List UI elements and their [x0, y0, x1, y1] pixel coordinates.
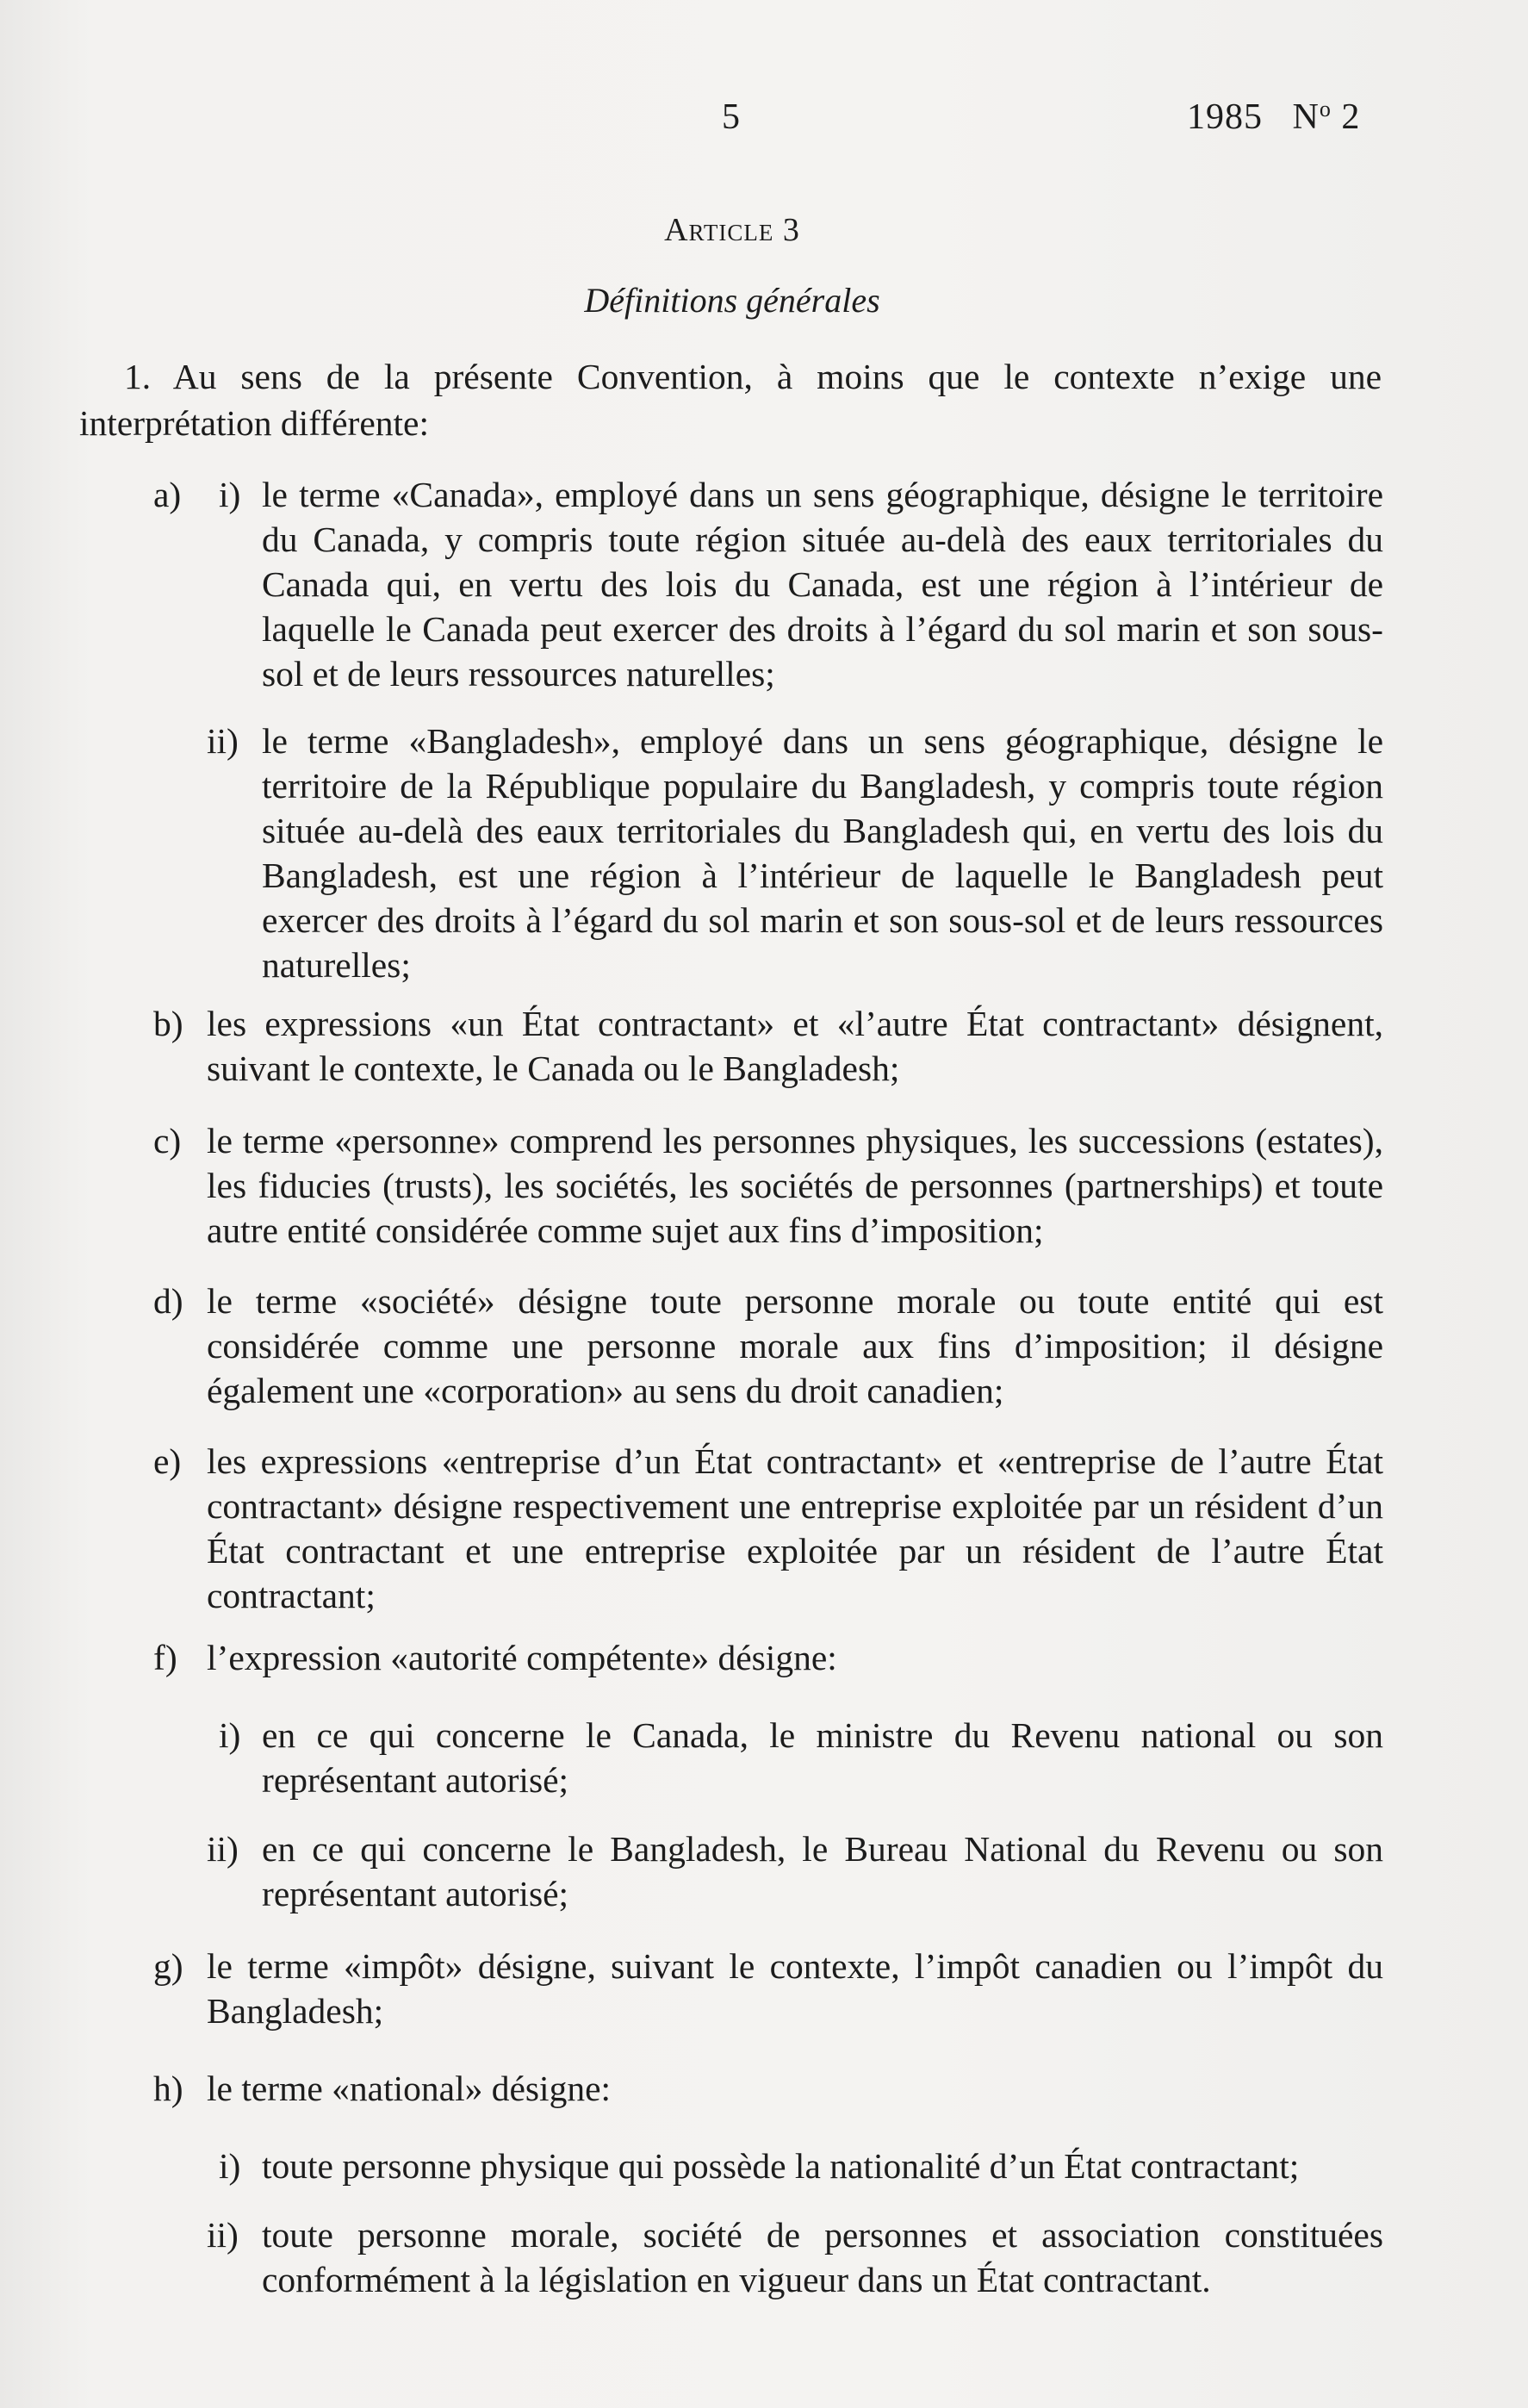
- article-title: Article 3: [664, 212, 800, 248]
- item-d-letter: d): [153, 1281, 183, 1321]
- issue-number: 2: [1341, 97, 1361, 137]
- item-c-text: le terme «personne» comprend les personnes physiques, les successions (estates), les fiducies (trusts), les sociétés, les sociétés de personnes (partnerships) et toute autre entité considérée comme sujet aux fins d’imposition;: [207, 1121, 1383, 1250]
- item-f-text: l’expression «autorité compétente» désigne:: [207, 1638, 837, 1677]
- item-a-ii-num: ii): [207, 721, 239, 761]
- issue-reference: [1187, 96, 1360, 138]
- item-f-i-num: i): [219, 1715, 241, 1755]
- issue-year: 1985: [1187, 97, 1263, 137]
- issue-sup: o: [1319, 96, 1332, 121]
- item-c-letter: c): [153, 1121, 182, 1160]
- item-e-text: les expressions «entreprise d’un État contractant» et «entreprise de l’autre État contractant» désigne respectivement une entreprise exploitée par un résident d’un État contractant et une entreprise exploitée par un résident de l’autre État contractant;: [207, 1441, 1383, 1615]
- paragraph-1: 1. Au sens de la présente Convention, à moins que le contexte n’exige une interprétation différente:: [79, 357, 1382, 443]
- item-h-i-num: i): [219, 2146, 241, 2186]
- page-number: 5: [722, 97, 740, 137]
- item-h-ii-text: toute personne morale, société de personnes et association constituées conformément à la législation en vigueur dans un État contractant.: [262, 2215, 1383, 2299]
- item-g-letter: g): [153, 1946, 183, 1986]
- item-a-i-text: le terme «Canada», employé dans un sens géographique, désigne le territoire du Canada, y compris toute région située au-delà des eaux territoriales du Canada qui, en vertu des lois du Canada, est une région à l’intérieur de laquelle le Canada peut exercer des droits à l’égard du sol marin et son sous-sol et de leurs ressources naturelles;: [262, 475, 1383, 694]
- item-h-ii-num: ii): [207, 2215, 239, 2255]
- item-h-letter: h): [153, 2069, 183, 2108]
- item-f-ii-text: en ce qui concerne le Bangladesh, le Bureau National du Revenu ou son représentant autorisé;: [262, 1829, 1383, 1913]
- item-h-i-text: toute personne physique qui possède la nationalité d’un État contractant;: [262, 2146, 1300, 2186]
- item-d-text: le terme «société» désigne toute personne morale ou toute entité qui est considérée comme une personne morale aux fins d’imposition; il désigne également une «corporation» au sens du droit canadien;: [207, 1281, 1383, 1410]
- item-f-ii-num: ii): [207, 1829, 239, 1869]
- item-f-letter: f): [153, 1638, 177, 1677]
- item-b-letter: b): [153, 1004, 183, 1043]
- item-f-i-text: en ce qui concerne le Canada, le ministre du Revenu national ou son représentant autorisé;: [262, 1715, 1383, 1800]
- item-a-ii-text: le terme «Bangladesh», employé dans un sens géographique, désigne le territoire de la République populaire du Bangladesh, y compris toute région située au-delà des eaux territoriales du Bangladesh qui, en vertu des lois du Bangladesh, est une région à l’intérieur de laquelle le Bangladesh peut exercer des droits à l’égard du sol marin et son sous-sol et de leurs ressources naturelles;: [262, 721, 1383, 985]
- item-a-letter: a): [153, 475, 182, 514]
- item-a-i-num: i): [219, 475, 241, 514]
- issue-prefix: N: [1292, 97, 1320, 137]
- item-h-text: le terme «national» désigne:: [207, 2069, 612, 2108]
- item-e-letter: e): [153, 1441, 182, 1481]
- item-b-text: les expressions «un État contractant» et «l’autre État contractant» désignent, suivant le contexte, le Canada ou le Bangladesh;: [207, 1004, 1383, 1088]
- article-subtitle: Définitions générales: [584, 281, 880, 320]
- item-g-text: le terme «impôt» désigne, suivant le contexte, l’impôt canadien ou l’impôt du Bangladesh;: [207, 1946, 1383, 2031]
